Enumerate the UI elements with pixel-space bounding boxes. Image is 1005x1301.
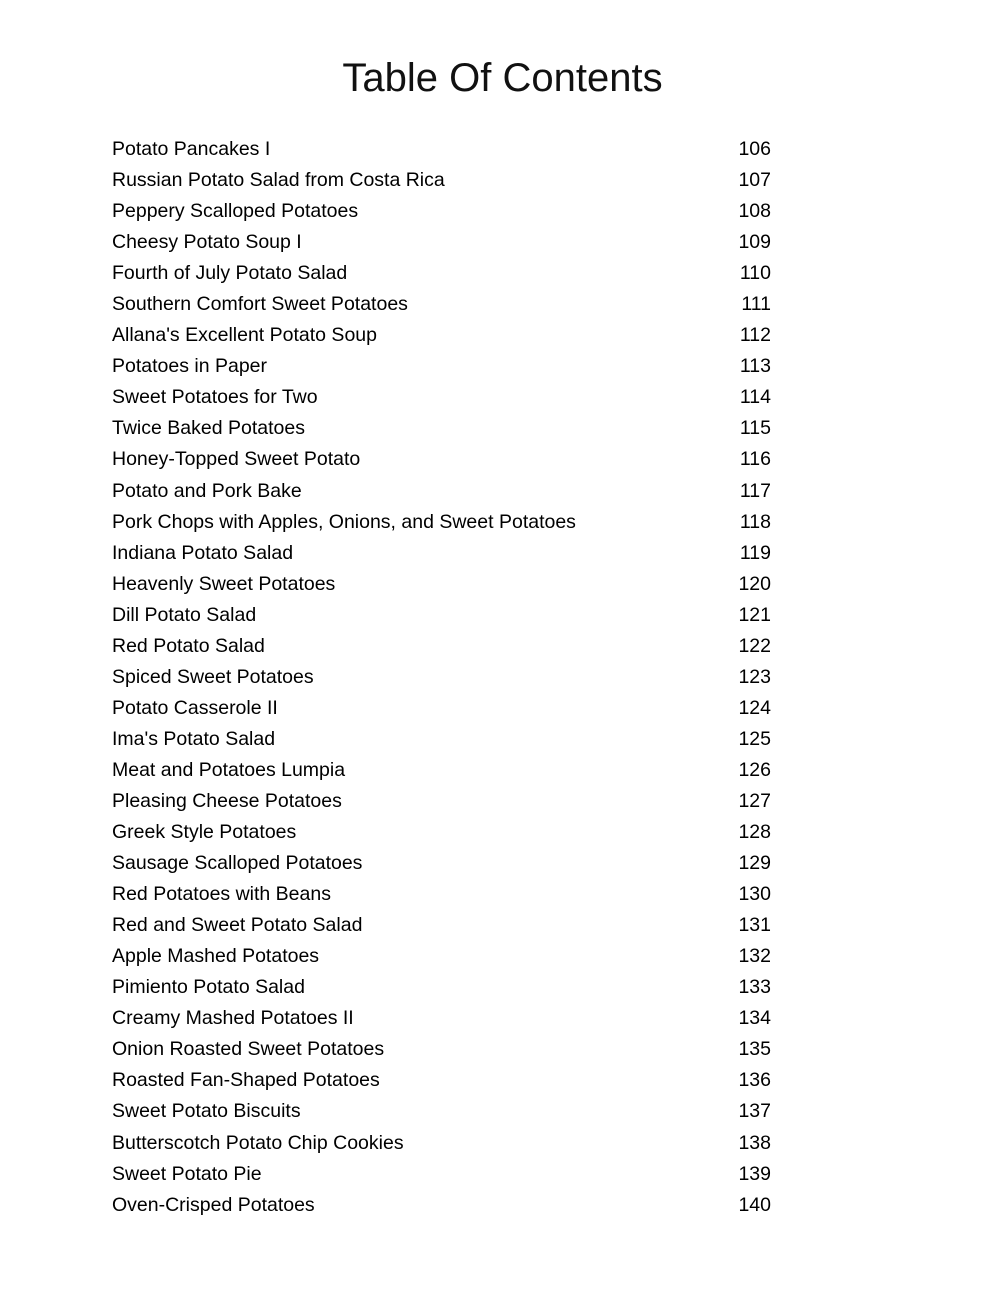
toc-entry-title: Roasted Fan-Shaped Potatoes xyxy=(112,1069,380,1092)
toc-entry xyxy=(112,1190,771,1221)
toc-entry-page-number: 109 xyxy=(738,231,771,254)
toc-entry xyxy=(112,165,771,196)
toc-entry-page-number: 121 xyxy=(738,603,771,626)
toc-entry-page-number: 140 xyxy=(738,1193,771,1216)
toc-entry-title: Allana's Excellent Potato Soup xyxy=(112,324,377,347)
toc-entry xyxy=(112,600,771,631)
toc-entry xyxy=(112,724,771,755)
toc-entry-title: Dill Potato Salad xyxy=(112,603,257,626)
toc-entry-page-number: 116 xyxy=(739,448,771,471)
toc-entry-page-number: 139 xyxy=(738,1162,771,1185)
toc-entry xyxy=(112,693,771,724)
toc-entry-page-number: 137 xyxy=(738,1100,771,1123)
toc-entry-page-number: 117 xyxy=(739,479,771,502)
toc-entry xyxy=(112,227,771,258)
toc-entry xyxy=(112,1065,771,1096)
toc-entry xyxy=(112,320,771,351)
toc-entry xyxy=(112,941,771,972)
toc-entry-title: Onion Roasted Sweet Potatoes xyxy=(112,1038,385,1061)
toc-entry-page-number: 130 xyxy=(738,883,771,906)
toc-entry xyxy=(112,817,771,848)
toc-entry-title: Potato Pancakes I xyxy=(112,138,271,160)
toc-entry xyxy=(112,1128,771,1159)
toc-entry-title: Creamy Mashed Potatoes II xyxy=(112,1007,354,1030)
toc-entry-page-number: 118 xyxy=(739,510,771,533)
toc-entry xyxy=(112,382,771,413)
toc-entry-page-number: 136 xyxy=(738,1069,771,1092)
toc-entry xyxy=(112,1096,771,1127)
toc-entry-title: Indiana Potato Salad xyxy=(112,541,294,564)
toc-entry-title: Pleasing Cheese Potatoes xyxy=(112,789,342,812)
toc-entry xyxy=(112,196,771,227)
toc-entry-page-number: 128 xyxy=(738,821,771,844)
toc-entry-page-number: 125 xyxy=(738,727,771,750)
toc-entry-page-number: 127 xyxy=(738,789,771,812)
toc-entry-page-number: 135 xyxy=(738,1038,771,1061)
toc-entry xyxy=(112,1003,771,1034)
toc-entry-title: Pork Chops with Apples, Onions, and Sweet Potatoes xyxy=(112,510,576,533)
toc-entry xyxy=(112,444,771,475)
toc-entry-title: Potato Casserole II xyxy=(112,696,278,719)
toc-entry xyxy=(112,879,771,910)
toc-entry-title: Apple Mashed Potatoes xyxy=(112,945,320,968)
toc-entry xyxy=(112,413,771,444)
toc-entry-page-number: 119 xyxy=(739,541,771,564)
toc-entry xyxy=(112,569,771,600)
toc-entry xyxy=(112,134,771,165)
toc-entry-title: Red Potato Salad xyxy=(112,634,265,657)
toc-entry-page-number: 132 xyxy=(738,945,771,968)
toc-entry-title: Fourth of July Potato Salad xyxy=(112,262,348,285)
toc-entry-page-number: 114 xyxy=(739,386,771,409)
toc-entry-title: Cheesy Potato Soup I xyxy=(112,231,302,254)
toc-entry-title: Meat and Potatoes Lumpia xyxy=(112,758,346,781)
toc-entry-title: Greek Style Potatoes xyxy=(112,821,297,844)
toc-entry xyxy=(112,351,771,382)
toc-entry-page-number: 111 xyxy=(741,293,771,316)
toc-entry-page-number: 122 xyxy=(738,634,771,657)
toc-entry-title: Red and Sweet Potato Salad xyxy=(112,914,363,937)
toc-entry xyxy=(112,662,771,693)
toc-entry-page-number: 110 xyxy=(739,262,771,285)
toc-entry xyxy=(112,507,771,538)
toc-entry xyxy=(112,1034,771,1065)
toc-entry-title: Butterscotch Potato Chip Cookies xyxy=(112,1131,404,1154)
toc-entry xyxy=(112,755,771,786)
toc-entry-title: Heavenly Sweet Potatoes xyxy=(112,572,336,595)
toc-entry xyxy=(112,786,771,817)
toc-entry-page-number: 129 xyxy=(738,852,771,875)
toc-entry-page-number: 126 xyxy=(738,758,771,781)
toc-entry-page-number: 107 xyxy=(738,169,771,192)
toc-entry xyxy=(112,631,771,662)
toc-entry-title: Peppery Scalloped Potatoes xyxy=(112,200,359,223)
toc-entry-page-number: 134 xyxy=(738,1007,771,1030)
toc-entry xyxy=(112,972,771,1003)
toc-entry-title: Spiced Sweet Potatoes xyxy=(112,665,314,688)
toc-entry-page-number: 112 xyxy=(739,324,771,347)
toc-entry-page-number: 123 xyxy=(738,665,771,688)
toc-entry-page-number: 120 xyxy=(738,572,771,595)
toc-entry-page-number: 113 xyxy=(739,355,771,378)
toc-entry-title: Sweet Potato Pie xyxy=(112,1162,262,1185)
toc-entry-title: Twice Baked Potatoes xyxy=(112,417,305,440)
toc-entry-page-number: 108 xyxy=(738,200,771,223)
toc-list xyxy=(112,134,771,1221)
toc-entry-page-number: 138 xyxy=(738,1131,771,1154)
toc-entry-page-number: 131 xyxy=(738,914,771,937)
toc-entry-title: Russian Potato Salad from Costa Rica xyxy=(112,169,445,192)
toc-entry-page-number: 115 xyxy=(739,417,771,440)
toc-entry xyxy=(112,848,771,879)
toc-entry-title: Oven-Crisped Potatoes xyxy=(112,1193,315,1216)
toc-entry-title: Southern Comfort Sweet Potatoes xyxy=(112,293,408,316)
toc-entry xyxy=(112,289,771,320)
page-title: Table Of Contents xyxy=(342,56,663,100)
toc-entry-page-number: 106 xyxy=(738,138,771,160)
toc-entry-title: Ima's Potato Salad xyxy=(112,727,276,750)
toc-entry-title: Pimiento Potato Salad xyxy=(112,976,305,999)
toc-entry xyxy=(112,538,771,569)
toc-entry-title: Potatoes in Paper xyxy=(112,355,268,378)
toc-entry-page-number: 133 xyxy=(738,976,771,999)
toc-entry-title: Sweet Potato Biscuits xyxy=(112,1100,301,1123)
toc-entry-title: Red Potatoes with Beans xyxy=(112,883,331,906)
toc-entry xyxy=(112,476,771,507)
toc-entry-title: Potato and Pork Bake xyxy=(112,479,302,502)
toc-entry-title: Sausage Scalloped Potatoes xyxy=(112,852,363,875)
toc-entry xyxy=(112,258,771,289)
toc-entry xyxy=(112,910,771,941)
toc-entry-page-number: 124 xyxy=(738,696,771,719)
toc-entry-title: Honey-Topped Sweet Potato xyxy=(112,448,361,471)
toc-entry xyxy=(112,1159,771,1190)
toc-entry-title: Sweet Potatoes for Two xyxy=(112,386,318,409)
